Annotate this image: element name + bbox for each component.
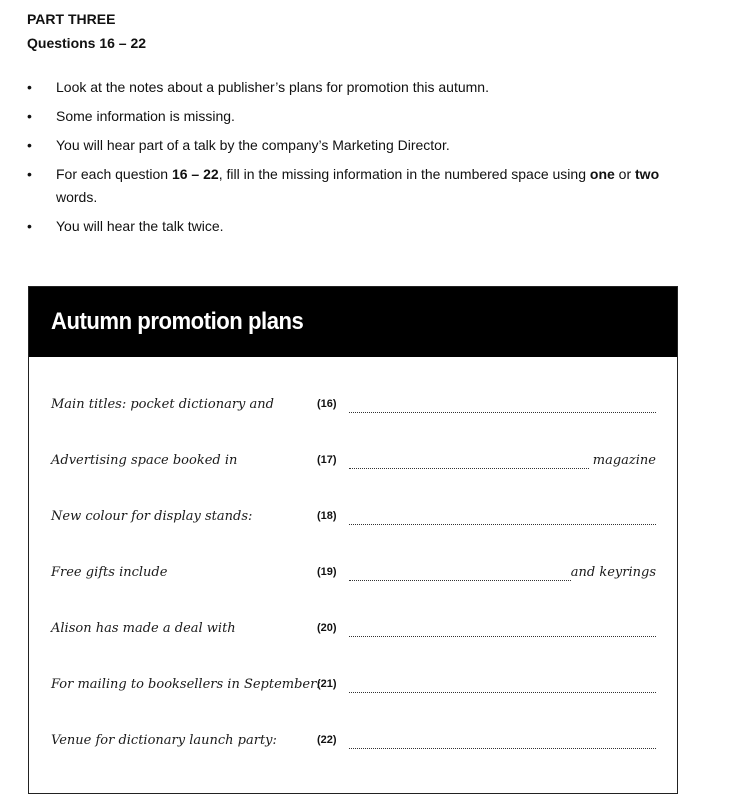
- answer-blank-18[interactable]: [349, 524, 656, 525]
- instruction-item: [27, 163, 687, 209]
- note-row-19: [29, 565, 677, 621]
- instruction-text: You will hear the talk twice.: [56, 218, 224, 234]
- bullet-icon: •: [27, 218, 32, 234]
- answer-blank-17[interactable]: [349, 468, 589, 469]
- note-row-16: [29, 397, 677, 453]
- note-row-22: [29, 733, 677, 789]
- panel-header: [29, 287, 677, 357]
- note-row-21: [29, 677, 677, 733]
- instruction-text-part: or: [614, 166, 636, 182]
- answer-blank-20[interactable]: [349, 636, 656, 637]
- note-row-17: [29, 453, 677, 509]
- part-title: PART THREE: [27, 11, 116, 27]
- note-row-20: [29, 621, 677, 677]
- instructions-list: [27, 76, 687, 244]
- question-number: (20): [317, 622, 337, 634]
- answer-blank-22[interactable]: [349, 748, 656, 749]
- question-number: (21): [317, 678, 337, 690]
- panel-title: Autumn promotion plans: [51, 308, 304, 335]
- instruction-text: Some information is missing.: [56, 108, 235, 124]
- question-number: (16): [317, 398, 337, 410]
- instruction-text-part: words.: [56, 189, 98, 205]
- answer-blank-16[interactable]: [349, 412, 656, 413]
- note-label: Alison has made a deal with: [51, 621, 236, 636]
- question-number: (22): [317, 734, 337, 746]
- question-number: (17): [317, 454, 337, 466]
- instruction-emphasis: one: [589, 166, 615, 182]
- notes-panel: [28, 286, 678, 794]
- bullet-icon: •: [27, 166, 32, 182]
- instruction-text-part: For each question: [56, 166, 172, 182]
- instruction-text: You will hear part of a talk by the company’s Marketing Director.: [56, 137, 450, 153]
- note-label: Venue for dictionary launch party:: [51, 733, 277, 748]
- answer-blank-21[interactable]: [349, 692, 656, 693]
- instruction-text-part: , fill in the missing information in the numbered space using: [218, 166, 590, 182]
- note-label: Free gifts include: [51, 565, 168, 580]
- instruction-item: [27, 76, 687, 99]
- answer-blank-19[interactable]: [349, 580, 571, 581]
- bullet-icon: •: [27, 137, 32, 153]
- bullet-icon: •: [27, 79, 32, 95]
- instruction-item: [27, 215, 687, 238]
- notes-rows: [29, 397, 677, 789]
- instruction-text: [56, 166, 659, 205]
- bullet-icon: •: [27, 108, 32, 124]
- instruction-item: [27, 134, 687, 157]
- instruction-emphasis: 16 – 22: [171, 166, 219, 182]
- note-suffix: and keyrings: [570, 565, 656, 580]
- instruction-text: Look at the notes about a publisher’s plans for promotion this autumn.: [56, 79, 489, 95]
- question-number: (19): [317, 566, 337, 578]
- note-label: Advertising space booked in: [51, 453, 238, 468]
- instruction-emphasis: two: [635, 166, 660, 182]
- note-label: New colour for display stands:: [51, 509, 253, 524]
- note-suffix: magazine: [592, 453, 656, 468]
- note-row-18: [29, 509, 677, 565]
- note-label: For mailing to booksellers in September:: [51, 677, 321, 692]
- question-number: (18): [317, 510, 337, 522]
- note-label: Main titles: pocket dictionary and: [51, 397, 274, 412]
- questions-title: Questions 16 – 22: [27, 35, 147, 51]
- instruction-item: [27, 105, 687, 128]
